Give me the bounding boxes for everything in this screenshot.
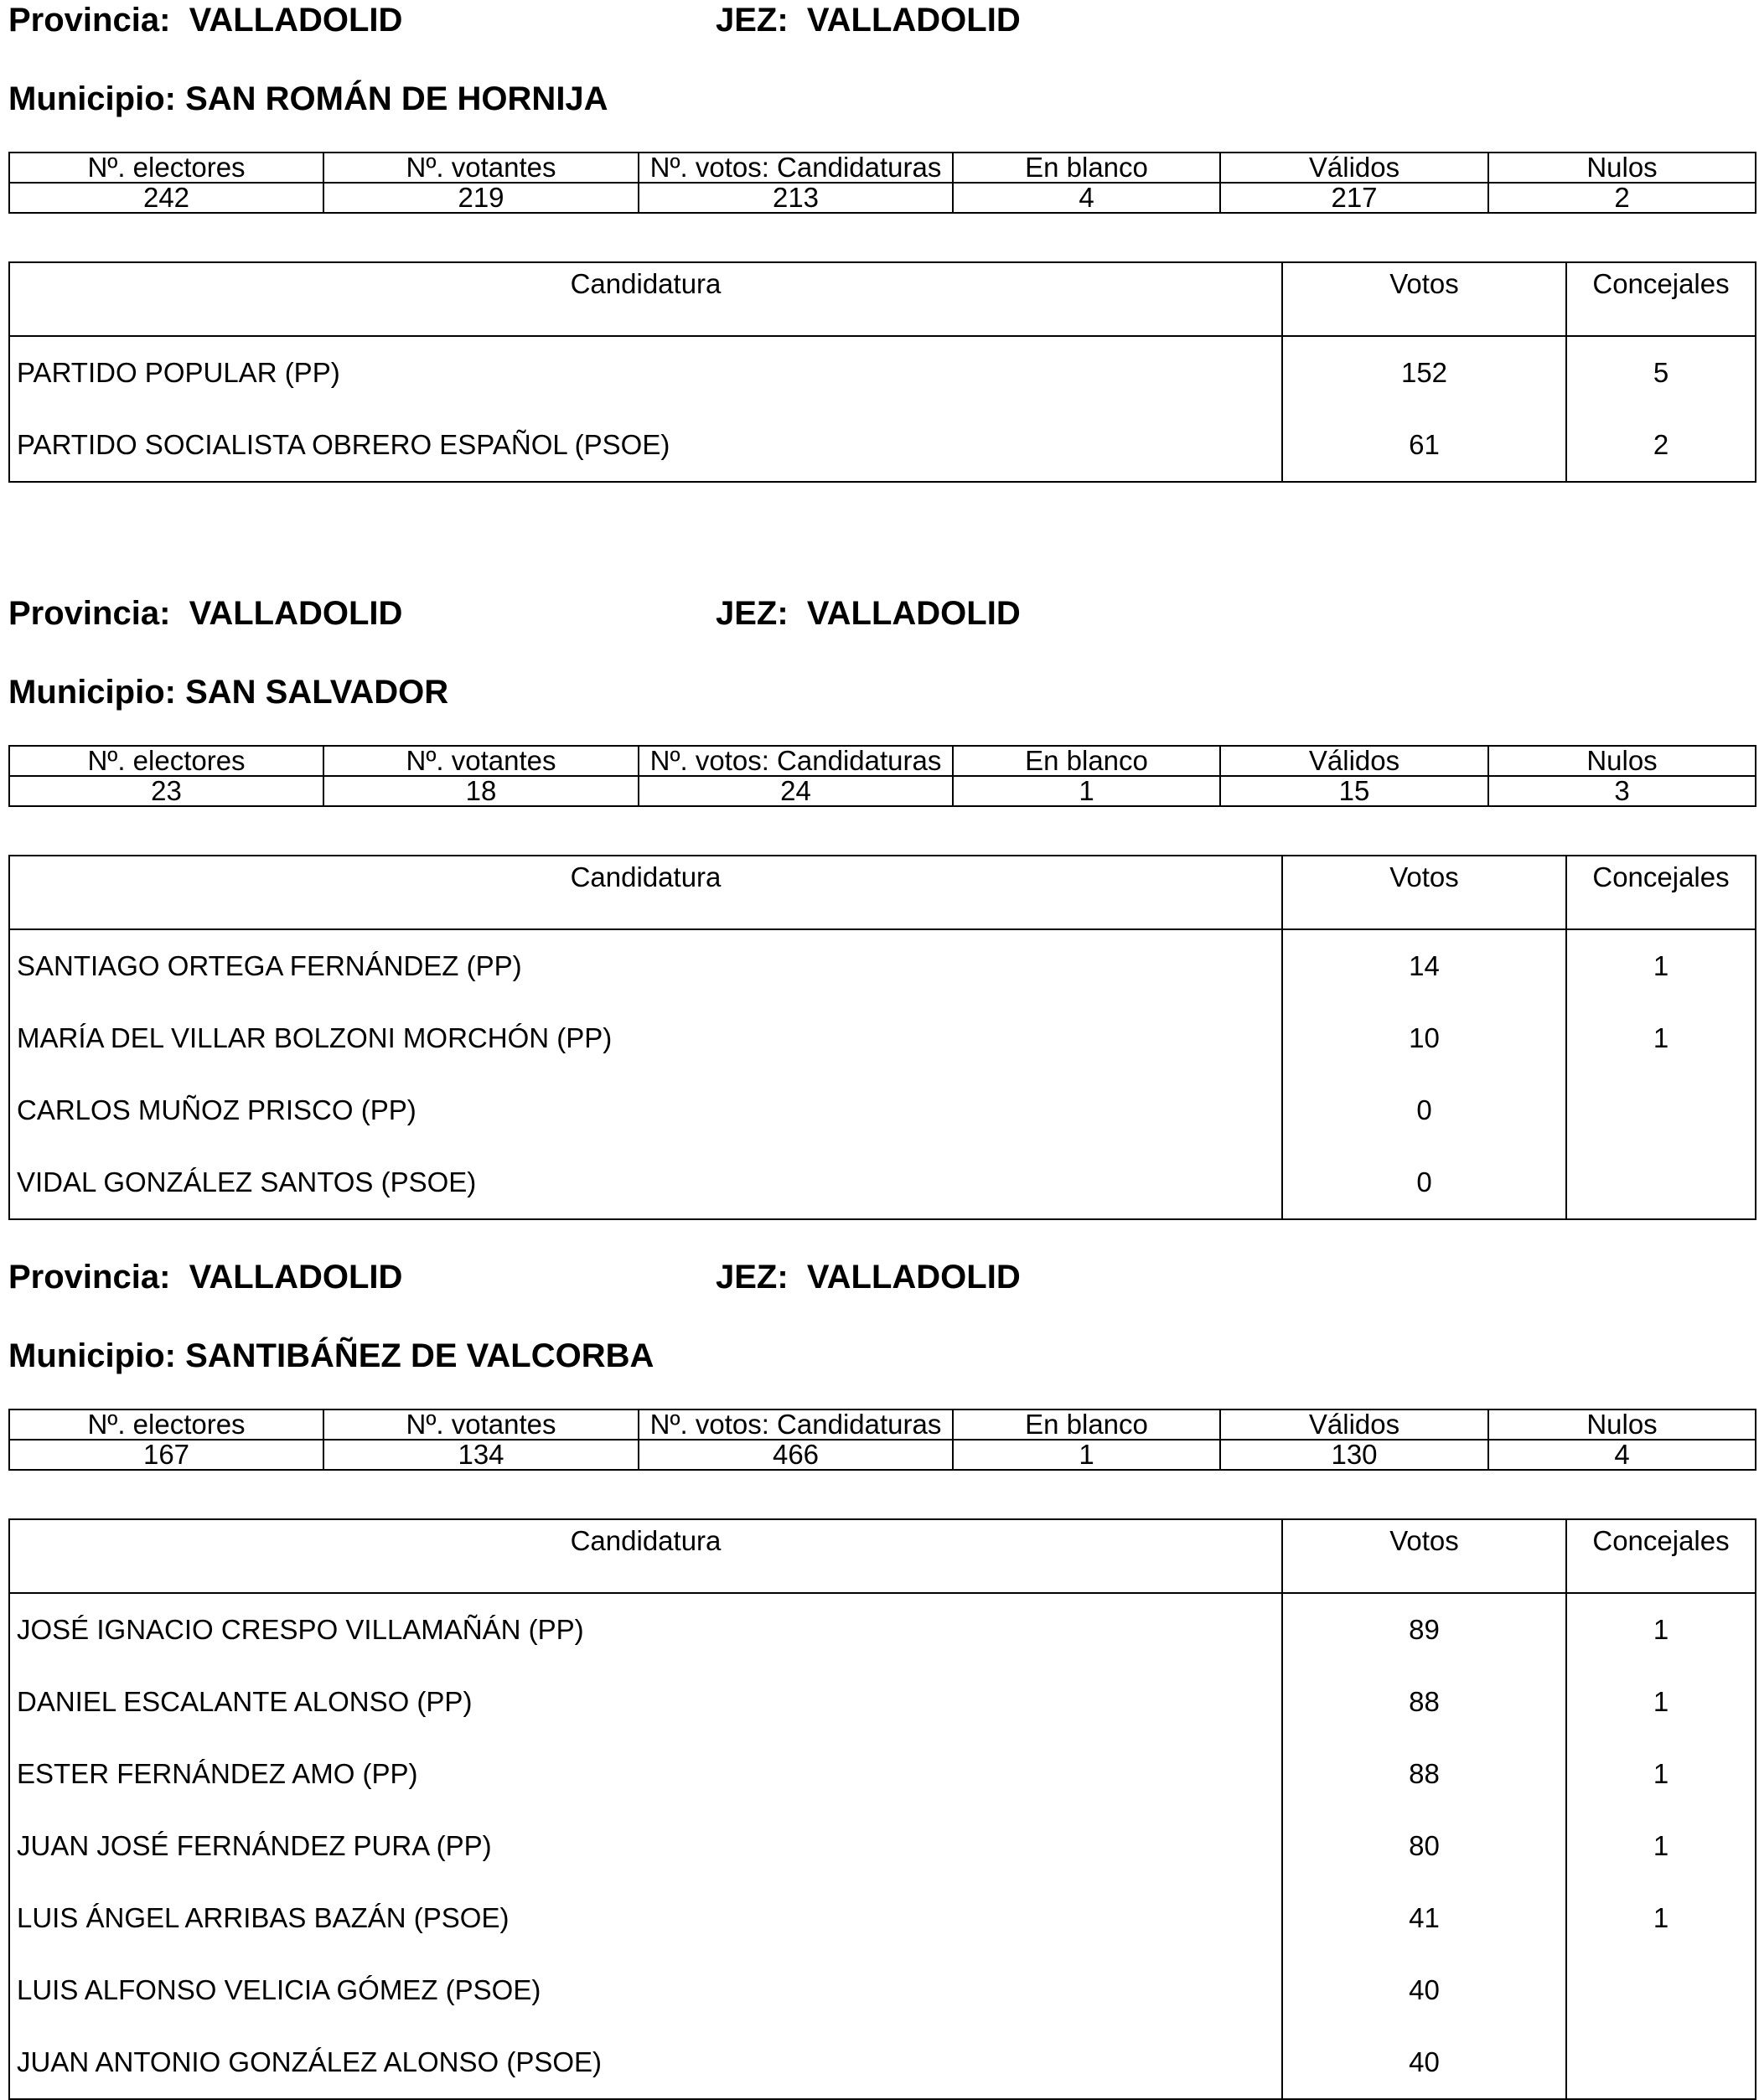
candidate-votes: 0 <box>1282 1074 1566 1146</box>
stats-value-cell: 219 <box>323 183 639 213</box>
stats-value-cell: 23 <box>9 776 323 806</box>
stats-value-cell: 1 <box>953 1440 1220 1470</box>
stats-value-cell: 1 <box>953 776 1220 806</box>
candidates-header-cell: Votos <box>1282 856 1566 929</box>
candidates-header-cell: Concejales <box>1566 856 1756 929</box>
candidate-name: CARLOS MUÑOZ PRISCO (PP) <box>9 1074 1282 1146</box>
candidate-votes: 40 <box>1282 1954 1566 2026</box>
candidate-seats: 1 <box>1566 929 1756 1002</box>
stats-header-cell: Nulos <box>1488 1409 1756 1440</box>
candidate-row <box>9 1738 1756 1810</box>
municipio-value: SANTIBÁÑEZ DE VALCORBA <box>185 1337 654 1374</box>
jez-value: VALLADOLID <box>806 595 1021 632</box>
candidates-header-cell: Concejales <box>1566 1519 1756 1593</box>
stats-value-cell: 15 <box>1220 776 1488 806</box>
stats-value-cell: 167 <box>9 1440 323 1470</box>
candidates-header-cell: Candidatura <box>9 856 1282 929</box>
candidate-votes: 41 <box>1282 1882 1566 1954</box>
candidate-seats: 1 <box>1566 1810 1756 1882</box>
stats-value-cell: 24 <box>639 776 953 806</box>
candidate-seats: 1 <box>1566 1002 1756 1074</box>
candidate-name: LUIS ÁNGEL ARRIBAS BAZÁN (PSOE) <box>9 1882 1282 1954</box>
stats-header-cell: Nulos <box>1488 153 1756 183</box>
jez-label: JEZ: <box>716 2 789 39</box>
candidate-row <box>9 1593 1756 1666</box>
stats-value-cell: 217 <box>1220 183 1488 213</box>
stats-table <box>8 152 1756 214</box>
stats-value-row <box>9 1440 1756 1470</box>
candidates-table <box>8 855 1756 1220</box>
municipio-heading <box>8 1336 654 1376</box>
candidate-votes: 80 <box>1282 1810 1566 1882</box>
stats-header-cell: Nº. votos: Candidaturas <box>639 1409 953 1440</box>
jez-heading <box>716 1257 1021 1297</box>
provincia-value: VALLADOLID <box>189 595 403 632</box>
candidate-name: PARTIDO SOCIALISTA OBRERO ESPAÑOL (PSOE) <box>9 409 1282 482</box>
municipio-label: Municipio: <box>8 674 176 711</box>
candidates-header-row <box>9 262 1756 336</box>
candidate-row <box>9 1954 1756 2026</box>
candidate-votes: 61 <box>1282 409 1566 482</box>
candidate-row <box>9 1810 1756 1882</box>
stats-value-cell: 2 <box>1488 183 1756 213</box>
stats-value-cell: 3 <box>1488 776 1756 806</box>
stats-header-row <box>9 153 1756 183</box>
provincia-value: VALLADOLID <box>189 1259 403 1296</box>
candidate-votes: 88 <box>1282 1666 1566 1738</box>
candidate-votes: 10 <box>1282 1002 1566 1074</box>
candidate-seats: 1 <box>1566 1882 1756 1954</box>
candidate-row <box>9 1146 1756 1219</box>
stats-header-cell: En blanco <box>953 746 1220 776</box>
stats-header-cell: Nº. electores <box>9 153 323 183</box>
candidates-header-cell: Votos <box>1282 1519 1566 1593</box>
candidate-seats: 2 <box>1566 409 1756 482</box>
candidate-seats: 1 <box>1566 1666 1756 1738</box>
stats-value-row <box>9 183 1756 213</box>
stats-value-cell: 130 <box>1220 1440 1488 1470</box>
jez-heading <box>716 0 1021 40</box>
candidate-row <box>9 1002 1756 1074</box>
candidate-row <box>9 409 1756 482</box>
candidate-name: ESTER FERNÁNDEZ AMO (PP) <box>9 1738 1282 1810</box>
candidate-seats <box>1566 2026 1756 2099</box>
candidate-seats <box>1566 1954 1756 2026</box>
candidates-header-row <box>9 856 1756 929</box>
stats-header-cell: Nº. votantes <box>323 746 639 776</box>
stats-header-cell: En blanco <box>953 1409 1220 1440</box>
candidate-name: SANTIAGO ORTEGA FERNÁNDEZ (PP) <box>9 929 1282 1002</box>
candidate-seats: 5 <box>1566 336 1756 409</box>
candidate-seats <box>1566 1146 1756 1219</box>
stats-value-cell: 466 <box>639 1440 953 1470</box>
stats-header-cell: Nº. votos: Candidaturas <box>639 153 953 183</box>
candidate-name: JOSÉ IGNACIO CRESPO VILLAMAÑÁN (PP) <box>9 1593 1282 1666</box>
candidates-table <box>8 261 1756 483</box>
jez-label: JEZ: <box>716 1259 789 1296</box>
municipio-value: SAN ROMÁN DE HORNIJA <box>185 80 608 117</box>
candidate-name: JUAN ANTONIO GONZÁLEZ ALONSO (PSOE) <box>9 2026 1282 2099</box>
stats-header-cell: Nº. electores <box>9 746 323 776</box>
jez-label: JEZ: <box>716 595 789 632</box>
candidates-header-cell: Concejales <box>1566 262 1756 336</box>
candidate-votes: 0 <box>1282 1146 1566 1219</box>
stats-value-row <box>9 776 1756 806</box>
stats-header-row <box>9 746 1756 776</box>
candidates-header-cell: Candidatura <box>9 1519 1282 1593</box>
candidate-name: DANIEL ESCALANTE ALONSO (PP) <box>9 1666 1282 1738</box>
provincia-value: VALLADOLID <box>189 2 403 39</box>
municipio-label: Municipio: <box>8 1337 176 1374</box>
provincia-heading <box>8 593 402 634</box>
candidate-name: PARTIDO POPULAR (PP) <box>9 336 1282 409</box>
stats-value-cell: 242 <box>9 183 323 213</box>
candidates-table <box>8 1518 1756 2100</box>
candidate-votes: 88 <box>1282 1738 1566 1810</box>
candidate-votes: 40 <box>1282 2026 1566 2099</box>
candidate-row <box>9 1882 1756 1954</box>
jez-value: VALLADOLID <box>806 2 1021 39</box>
municipio-heading <box>8 79 608 119</box>
candidate-row <box>9 929 1756 1002</box>
jez-value: VALLADOLID <box>806 1259 1021 1296</box>
stats-header-cell: Válidos <box>1220 746 1488 776</box>
candidate-seats: 1 <box>1566 1593 1756 1666</box>
stats-value-cell: 4 <box>1488 1440 1756 1470</box>
stats-header-row <box>9 1409 1756 1440</box>
candidate-votes: 14 <box>1282 929 1566 1002</box>
municipio-label: Municipio: <box>8 80 176 117</box>
provincia-label: Provincia: <box>8 1259 171 1296</box>
jez-heading <box>716 593 1021 634</box>
candidate-votes: 89 <box>1282 1593 1566 1666</box>
provincia-heading <box>8 1257 402 1297</box>
stats-table <box>8 1409 1756 1471</box>
candidate-row <box>9 1666 1756 1738</box>
stats-header-cell: Nº. electores <box>9 1409 323 1440</box>
candidate-name: MARÍA DEL VILLAR BOLZONI MORCHÓN (PP) <box>9 1002 1282 1074</box>
candidates-header-cell: Candidatura <box>9 262 1282 336</box>
candidate-name: JUAN JOSÉ FERNÁNDEZ PURA (PP) <box>9 1810 1282 1882</box>
stats-value-cell: 18 <box>323 776 639 806</box>
candidate-votes: 152 <box>1282 336 1566 409</box>
stats-header-cell: Válidos <box>1220 1409 1488 1440</box>
stats-value-cell: 134 <box>323 1440 639 1470</box>
candidate-name: VIDAL GONZÁLEZ SANTOS (PSOE) <box>9 1146 1282 1219</box>
provincia-heading <box>8 0 402 40</box>
municipio-heading <box>8 672 448 712</box>
stats-table <box>8 745 1756 807</box>
candidates-header-row <box>9 1519 1756 1593</box>
stats-value-cell: 213 <box>639 183 953 213</box>
candidate-row <box>9 336 1756 409</box>
candidates-header-cell: Votos <box>1282 262 1566 336</box>
candidate-row <box>9 2026 1756 2099</box>
provincia-label: Provincia: <box>8 2 171 39</box>
stats-header-cell: Nº. votantes <box>323 153 639 183</box>
candidate-row <box>9 1074 1756 1146</box>
stats-header-cell: Nº. votos: Candidaturas <box>639 746 953 776</box>
stats-header-cell: Válidos <box>1220 153 1488 183</box>
stats-header-cell: Nulos <box>1488 746 1756 776</box>
candidate-name: LUIS ALFONSO VELICIA GÓMEZ (PSOE) <box>9 1954 1282 2026</box>
stats-header-cell: Nº. votantes <box>323 1409 639 1440</box>
candidate-seats <box>1566 1074 1756 1146</box>
stats-header-cell: En blanco <box>953 153 1220 183</box>
municipio-value: SAN SALVADOR <box>185 674 449 711</box>
provincia-label: Provincia: <box>8 595 171 632</box>
stats-value-cell: 4 <box>953 183 1220 213</box>
candidate-seats: 1 <box>1566 1738 1756 1810</box>
